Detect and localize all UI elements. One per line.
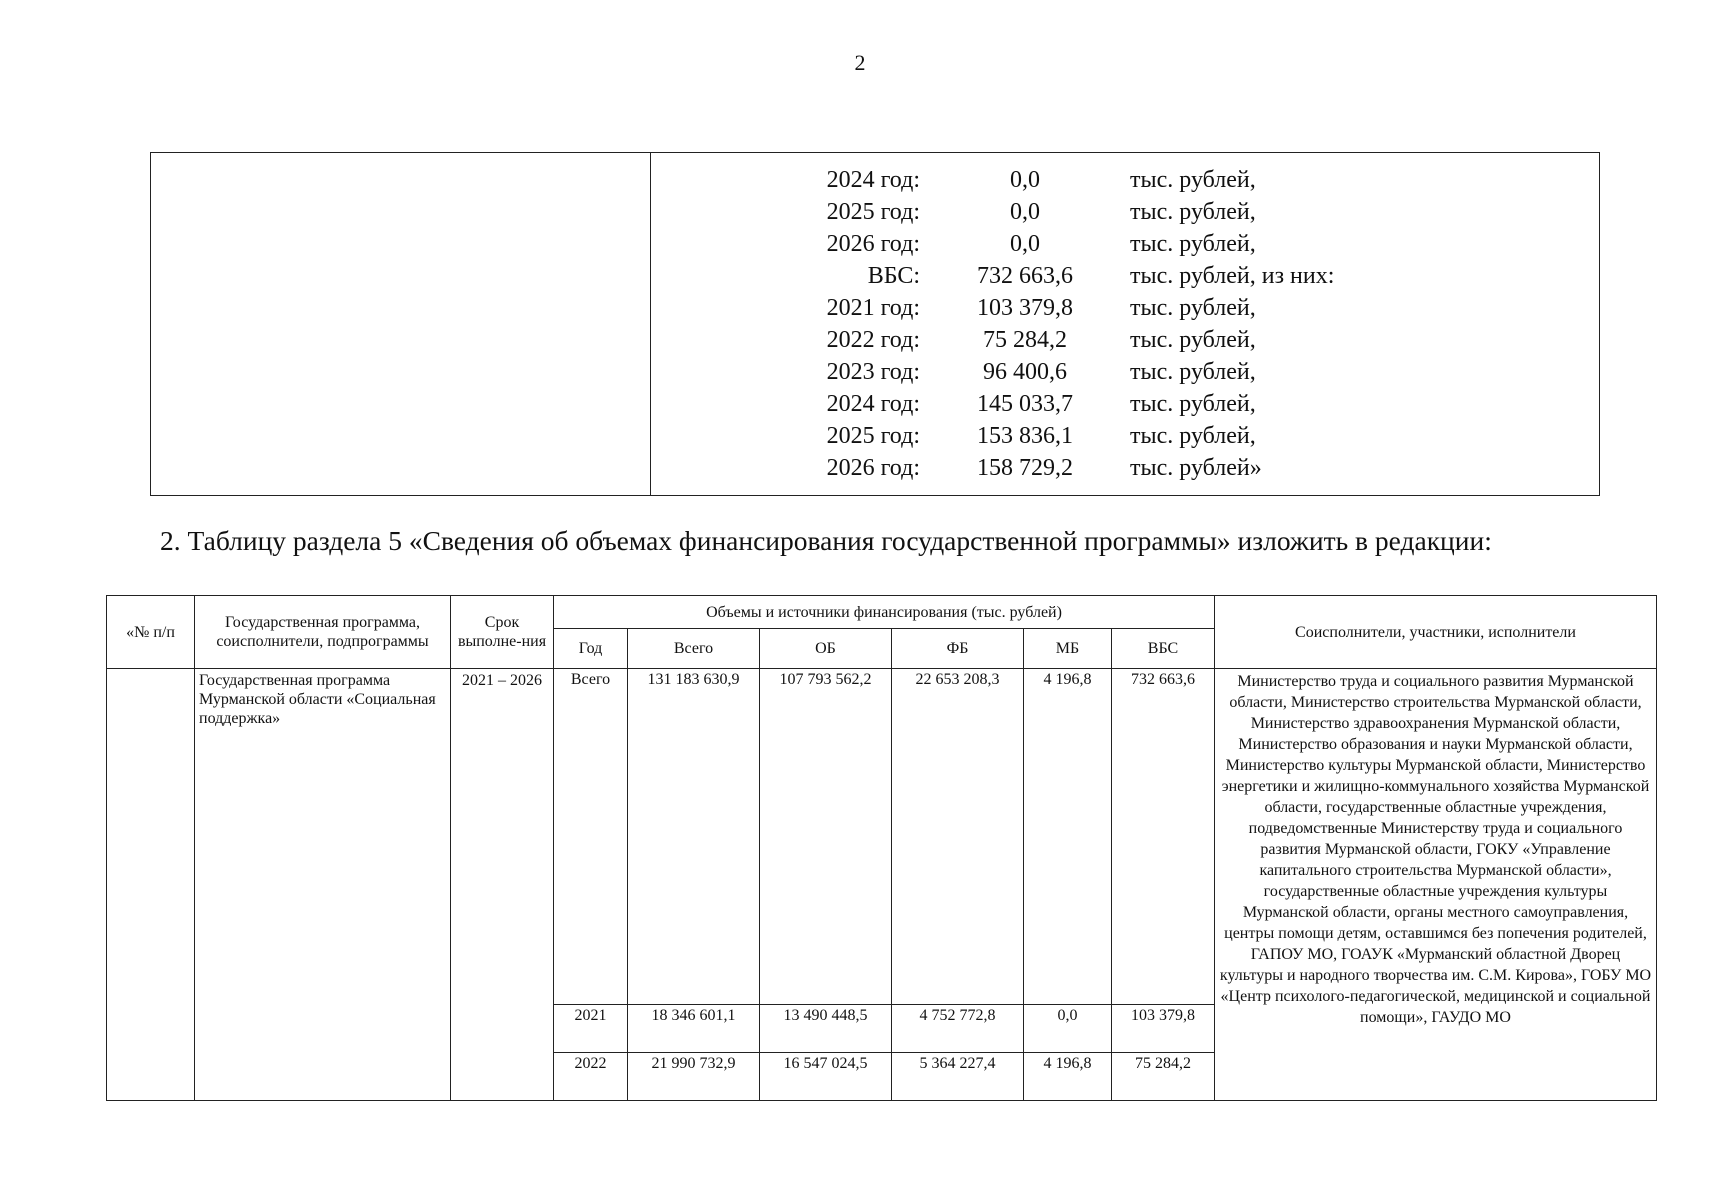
financing-label: 2024 год:: [826, 167, 920, 193]
table-row: [107, 669, 1657, 1005]
row-mb: 0,0: [1024, 1005, 1112, 1053]
program-name: Государственная программа Мурманской области «Социальная поддержка»: [195, 669, 451, 1101]
header-mb: МБ: [1024, 629, 1112, 669]
header-executors: Соисполнители, участники, исполнители: [1215, 596, 1657, 669]
financing-unit: тыс. рублей,: [1130, 167, 1256, 193]
financing-value: 0,0: [1010, 231, 1040, 257]
financing-label: 2023 год:: [826, 359, 920, 385]
page-number: 2: [854, 50, 866, 75]
header-num: «№ п/п: [107, 596, 195, 669]
financing-table: [106, 595, 1657, 1101]
row-mb: 4 196,8: [1024, 1053, 1112, 1101]
row-total: 21 990 732,9: [628, 1053, 760, 1101]
header-program: Государственная программа, соисполнители, подпрограммы: [195, 596, 451, 669]
row-total: 131 183 630,9: [628, 669, 760, 1005]
financing-value: 158 729,2: [977, 455, 1073, 481]
financing-unit: тыс. рублей,: [1130, 423, 1256, 449]
row-year: 2021: [554, 1005, 628, 1053]
financing-label: ВБС:: [867, 263, 920, 289]
financing-value: 0,0: [1010, 199, 1040, 225]
row-fb: 5 364 227,4: [892, 1053, 1024, 1101]
financing-value: 0,0: [1010, 167, 1040, 193]
row-vbs: 732 663,6: [1112, 669, 1215, 1005]
row-year: Всего: [554, 669, 628, 1005]
header-vbs: ВБС: [1112, 629, 1215, 669]
row-fb: 4 752 772,8: [892, 1005, 1024, 1053]
row-total: 18 346 601,1: [628, 1005, 760, 1053]
financing-value: 732 663,6: [977, 263, 1073, 289]
financing-unit: тыс. рублей,: [1130, 391, 1256, 417]
financing-value: 153 836,1: [977, 423, 1073, 449]
row-ob: 16 547 024,5: [760, 1053, 892, 1101]
executors-text: Министерство труда и социального развития Мурманской области, Министерство строительства Мурманской области, Министерство здравоохранения Мурманской области, Министерство образования и науки Мурманской области, Министерство культуры Мурманской области, Министерство энергетики и жилищно-коммунального хозяйства Мурманской области, государственные областные учреждения, подведомственные Министерству труда и социального развития Мурманской области, ГОКУ «Управление капитального строительства Мурманской области», государственные областные учреждения культуры Мурманской области, органы местного самоуправления, центры помощи детям, оставшимся без попечения родителей, ГАПОУ МО, ГОАУК «Мурманский областной Дворец культуры и народного творчества им. С.М. Кирова», ГОБУ МО «Центр психолого-педагогической, медицинской и социальной помощи», ГАУДО МО: [1215, 669, 1657, 1101]
row-mb: 4 196,8: [1024, 669, 1112, 1005]
financing-unit: тыс. рублей,: [1130, 327, 1256, 353]
financing-unit: тыс. рублей,: [1130, 295, 1256, 321]
financing-unit: тыс. рублей, из них:: [1130, 263, 1335, 289]
financing-label: 2026 год:: [826, 231, 920, 257]
financing-unit: тыс. рублей,: [1130, 359, 1256, 385]
program-term: 2021 – 2026: [451, 669, 554, 1101]
header-funding-group: Объемы и источники финансирования (тыс. рублей): [554, 596, 1215, 629]
financing-label: 2024 год:: [826, 391, 920, 417]
row-ob: 107 793 562,2: [760, 669, 892, 1005]
header-row: [107, 596, 1657, 629]
header-year: Год: [554, 629, 628, 669]
row-num-cell: [107, 669, 195, 1101]
financing-value: 145 033,7: [977, 391, 1073, 417]
row-fb: 22 653 208,3: [892, 669, 1024, 1005]
section-heading: 2. Таблицу раздела 5 «Сведения об объемах финансирования государственной программы» изложить в редакции:: [160, 525, 1492, 556]
financing-unit: тыс. рублей,: [1130, 231, 1256, 257]
row-ob: 13 490 448,5: [760, 1005, 892, 1053]
financing-value: 75 284,2: [983, 327, 1067, 353]
financing-label: 2025 год:: [826, 423, 920, 449]
financing-value: 103 379,8: [977, 295, 1073, 321]
header-ob: ОБ: [760, 629, 892, 669]
financing-value: 96 400,6: [983, 359, 1067, 385]
header-term: Срок выполне-ния: [451, 596, 554, 669]
financing-unit: тыс. рублей»: [1130, 455, 1262, 481]
row-vbs: 75 284,2: [1112, 1053, 1215, 1101]
financing-label: 2025 год:: [826, 199, 920, 225]
row-vbs: 103 379,8: [1112, 1005, 1215, 1053]
financing-unit: тыс. рублей,: [1130, 199, 1256, 225]
header-total: Всего: [628, 629, 760, 669]
financing-label: 2022 год:: [826, 327, 920, 353]
row-year: 2022: [554, 1053, 628, 1101]
financing-label: 2026 год:: [826, 455, 920, 481]
financing-label: 2021 год:: [826, 295, 920, 321]
header-fb: ФБ: [892, 629, 1024, 669]
empty-left-cell: [151, 153, 651, 495]
